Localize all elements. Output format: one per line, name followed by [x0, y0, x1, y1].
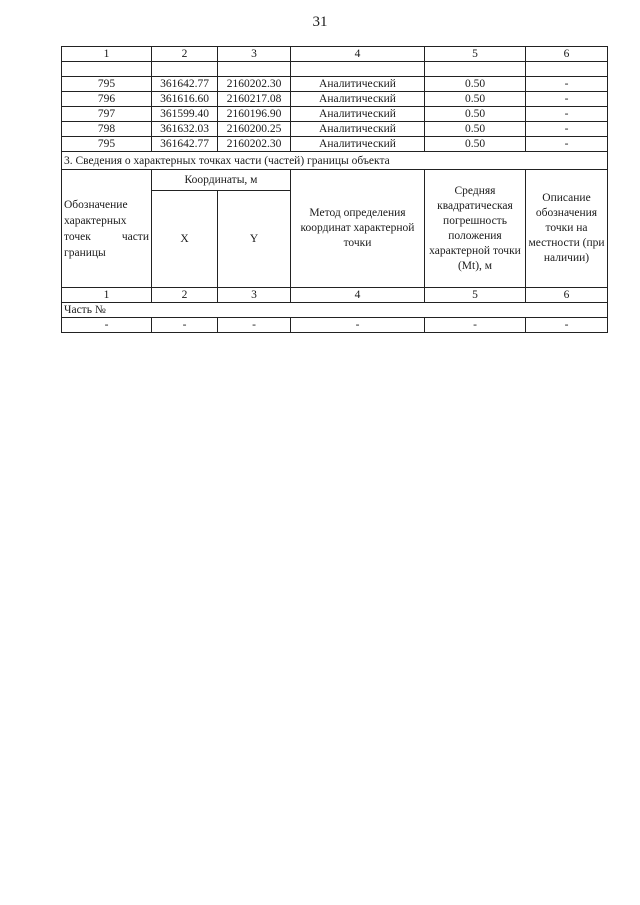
- empty-cell: [152, 62, 218, 77]
- accuracy: 0.50: [425, 122, 526, 137]
- table-row: [62, 92, 608, 107]
- header-method: Метод определения координат характерной точки: [291, 170, 425, 288]
- coordinates-table: [61, 46, 608, 333]
- coord-y: 2160217.08: [218, 92, 291, 107]
- column-number: 1: [62, 47, 152, 62]
- description: -: [526, 137, 608, 152]
- column-number: 4: [291, 47, 425, 62]
- point-id: 796: [62, 92, 152, 107]
- column-number: 4: [291, 288, 425, 303]
- section-title: 3. Сведения о характерных точках части (частей) границы объекта: [62, 152, 608, 170]
- header-x: X: [152, 191, 218, 288]
- coord-y: 2160202.30: [218, 77, 291, 92]
- description: -: [526, 318, 608, 333]
- coord-y: 2160202.30: [218, 137, 291, 152]
- empty-row: [62, 62, 608, 77]
- coord-x: 361599.40: [152, 107, 218, 122]
- header-description: Описание обозначения точки на местности (при наличии): [526, 170, 608, 288]
- coord-x: 361632.03: [152, 122, 218, 137]
- point-id: 797: [62, 107, 152, 122]
- column-number: 2: [152, 288, 218, 303]
- table-row: [62, 107, 608, 122]
- description: -: [526, 122, 608, 137]
- coord-y: 2160196.90: [218, 107, 291, 122]
- header-y: Y: [218, 191, 291, 288]
- empty-cell: [291, 62, 425, 77]
- table-row: [62, 122, 608, 137]
- header-row: [62, 170, 608, 191]
- page-number: 31: [312, 14, 328, 30]
- accuracy: 0.50: [425, 77, 526, 92]
- column-number-row: [62, 47, 608, 62]
- column-number: 3: [218, 288, 291, 303]
- method: -: [291, 318, 425, 333]
- description: -: [526, 92, 608, 107]
- section-title-row: [62, 152, 608, 170]
- header-coordinates: Координаты, м: [152, 170, 291, 191]
- header-accuracy: Средняя квадратическая погрешность положения характерной точки (Mt), м: [425, 170, 526, 288]
- part-label: Часть №: [62, 303, 608, 318]
- point-id: -: [62, 318, 152, 333]
- point-id: 798: [62, 122, 152, 137]
- table-row: [62, 77, 608, 92]
- column-number: 5: [425, 288, 526, 303]
- accuracy: 0.50: [425, 107, 526, 122]
- accuracy: 0.50: [425, 137, 526, 152]
- point-id: 795: [62, 137, 152, 152]
- table-row: [62, 137, 608, 152]
- method: Аналитический: [291, 122, 425, 137]
- empty-cell: [526, 62, 608, 77]
- method: Аналитический: [291, 107, 425, 122]
- column-number: 1: [62, 288, 152, 303]
- accuracy: -: [425, 318, 526, 333]
- accuracy: 0.50: [425, 92, 526, 107]
- method: Аналитический: [291, 92, 425, 107]
- empty-cell: [62, 62, 152, 77]
- column-number: 6: [526, 47, 608, 62]
- column-number: 3: [218, 47, 291, 62]
- column-number: 5: [425, 47, 526, 62]
- point-id: 795: [62, 77, 152, 92]
- table-row: [62, 318, 608, 333]
- method: Аналитический: [291, 77, 425, 92]
- part-label-row: [62, 303, 608, 318]
- coord-y: 2160200.25: [218, 122, 291, 137]
- coord-x: 361616.60: [152, 92, 218, 107]
- description: -: [526, 107, 608, 122]
- column-number: 6: [526, 288, 608, 303]
- column-number-row: [62, 288, 608, 303]
- coord-x: 361642.77: [152, 137, 218, 152]
- coord-x: 361642.77: [152, 77, 218, 92]
- empty-cell: [218, 62, 291, 77]
- coord-y: -: [218, 318, 291, 333]
- header-designation: Обозначение характерных точек части границы: [62, 170, 152, 288]
- method: Аналитический: [291, 137, 425, 152]
- coord-x: -: [152, 318, 218, 333]
- empty-cell: [425, 62, 526, 77]
- description: -: [526, 77, 608, 92]
- column-number: 2: [152, 47, 218, 62]
